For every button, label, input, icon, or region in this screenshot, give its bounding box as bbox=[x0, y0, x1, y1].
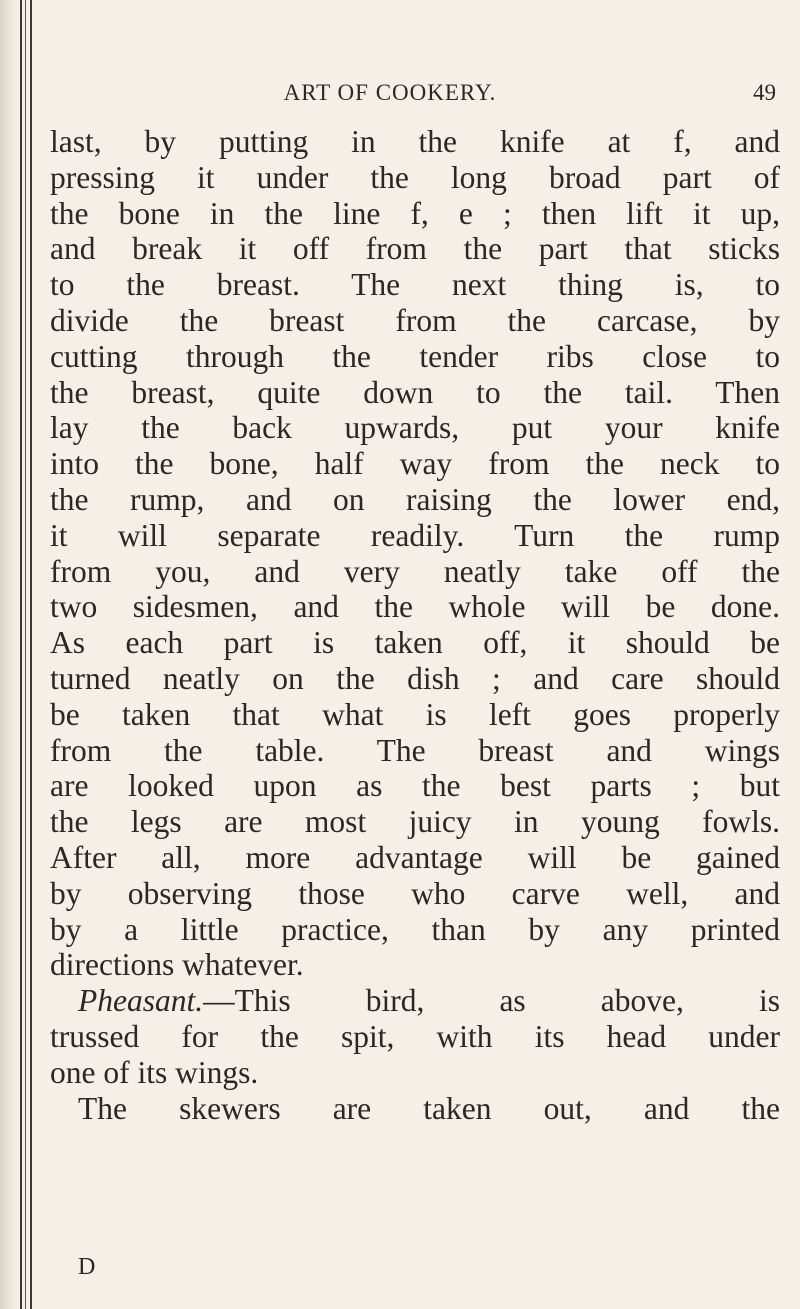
gutter-rule bbox=[30, 0, 32, 1309]
body-text bbox=[50, 124, 780, 1126]
text-line: trussed for the spit, with its head under bbox=[50, 1018, 780, 1054]
gutter-rule bbox=[20, 0, 22, 1309]
pheasant-line-rest: —This bird, as above, is bbox=[203, 983, 780, 1019]
page-number: 49 bbox=[753, 80, 776, 105]
text-line: directions whatever. bbox=[50, 947, 304, 983]
text-line: divide the breast from the carcase, by bbox=[50, 302, 780, 338]
text-line: from the table. The breast and wings bbox=[50, 732, 780, 768]
text-line: the bone in the line f, e ; then lift it up, bbox=[50, 195, 780, 231]
running-title: ART OF COOKERY. bbox=[283, 80, 497, 105]
text-line: it will separate readily. Turn the rump bbox=[50, 517, 780, 553]
text-line: last, by putting in the knife at f, and bbox=[50, 124, 780, 159]
text-line: As each part is taken off, it should be bbox=[50, 625, 780, 661]
text-line: by observing those who carve well, and bbox=[50, 875, 780, 911]
text-line: turned neatly on the dish ; and care should bbox=[50, 660, 780, 696]
text-line: two sidesmen, and the whole will be done. bbox=[50, 589, 780, 625]
text-line: lay the back upwards, put your knife bbox=[50, 410, 780, 446]
text-line: the breast, quite down to the tail. Then bbox=[50, 374, 780, 410]
pheasant-name: Pheasant. bbox=[78, 983, 204, 1019]
running-head bbox=[40, 76, 800, 112]
text-line: and break it off from the part that sticks bbox=[50, 231, 780, 267]
text-line: one of its wings. bbox=[50, 1054, 259, 1090]
binding-edge bbox=[0, 0, 18, 1309]
text-line: into the bone, half way from the neck to bbox=[50, 446, 780, 482]
text-line: After all, more advantage will be gained bbox=[50, 839, 780, 875]
signature-mark: D bbox=[78, 1254, 96, 1280]
text-line: the rump, and on raising the lower end, bbox=[50, 481, 780, 517]
text-line: the legs are most juicy in young fowls. bbox=[50, 804, 780, 840]
gutter-rule bbox=[25, 0, 26, 1309]
pheasant-heading-line bbox=[50, 983, 780, 1019]
text-line: are looked upon as the best parts ; but bbox=[50, 768, 780, 804]
text-line: cutting through the tender ribs close to bbox=[50, 338, 780, 374]
text-line: from you, and very neatly take off the bbox=[50, 553, 780, 589]
text-line: to the breast. The next thing is, to bbox=[50, 267, 780, 303]
text-line: The skewers are taken out, and the bbox=[78, 1090, 780, 1126]
text-line: pressing it under the long broad part of bbox=[50, 159, 780, 195]
text-line: be taken that what is left goes properly bbox=[50, 696, 780, 732]
text-line: by a little practice, than by any printed bbox=[50, 911, 780, 947]
